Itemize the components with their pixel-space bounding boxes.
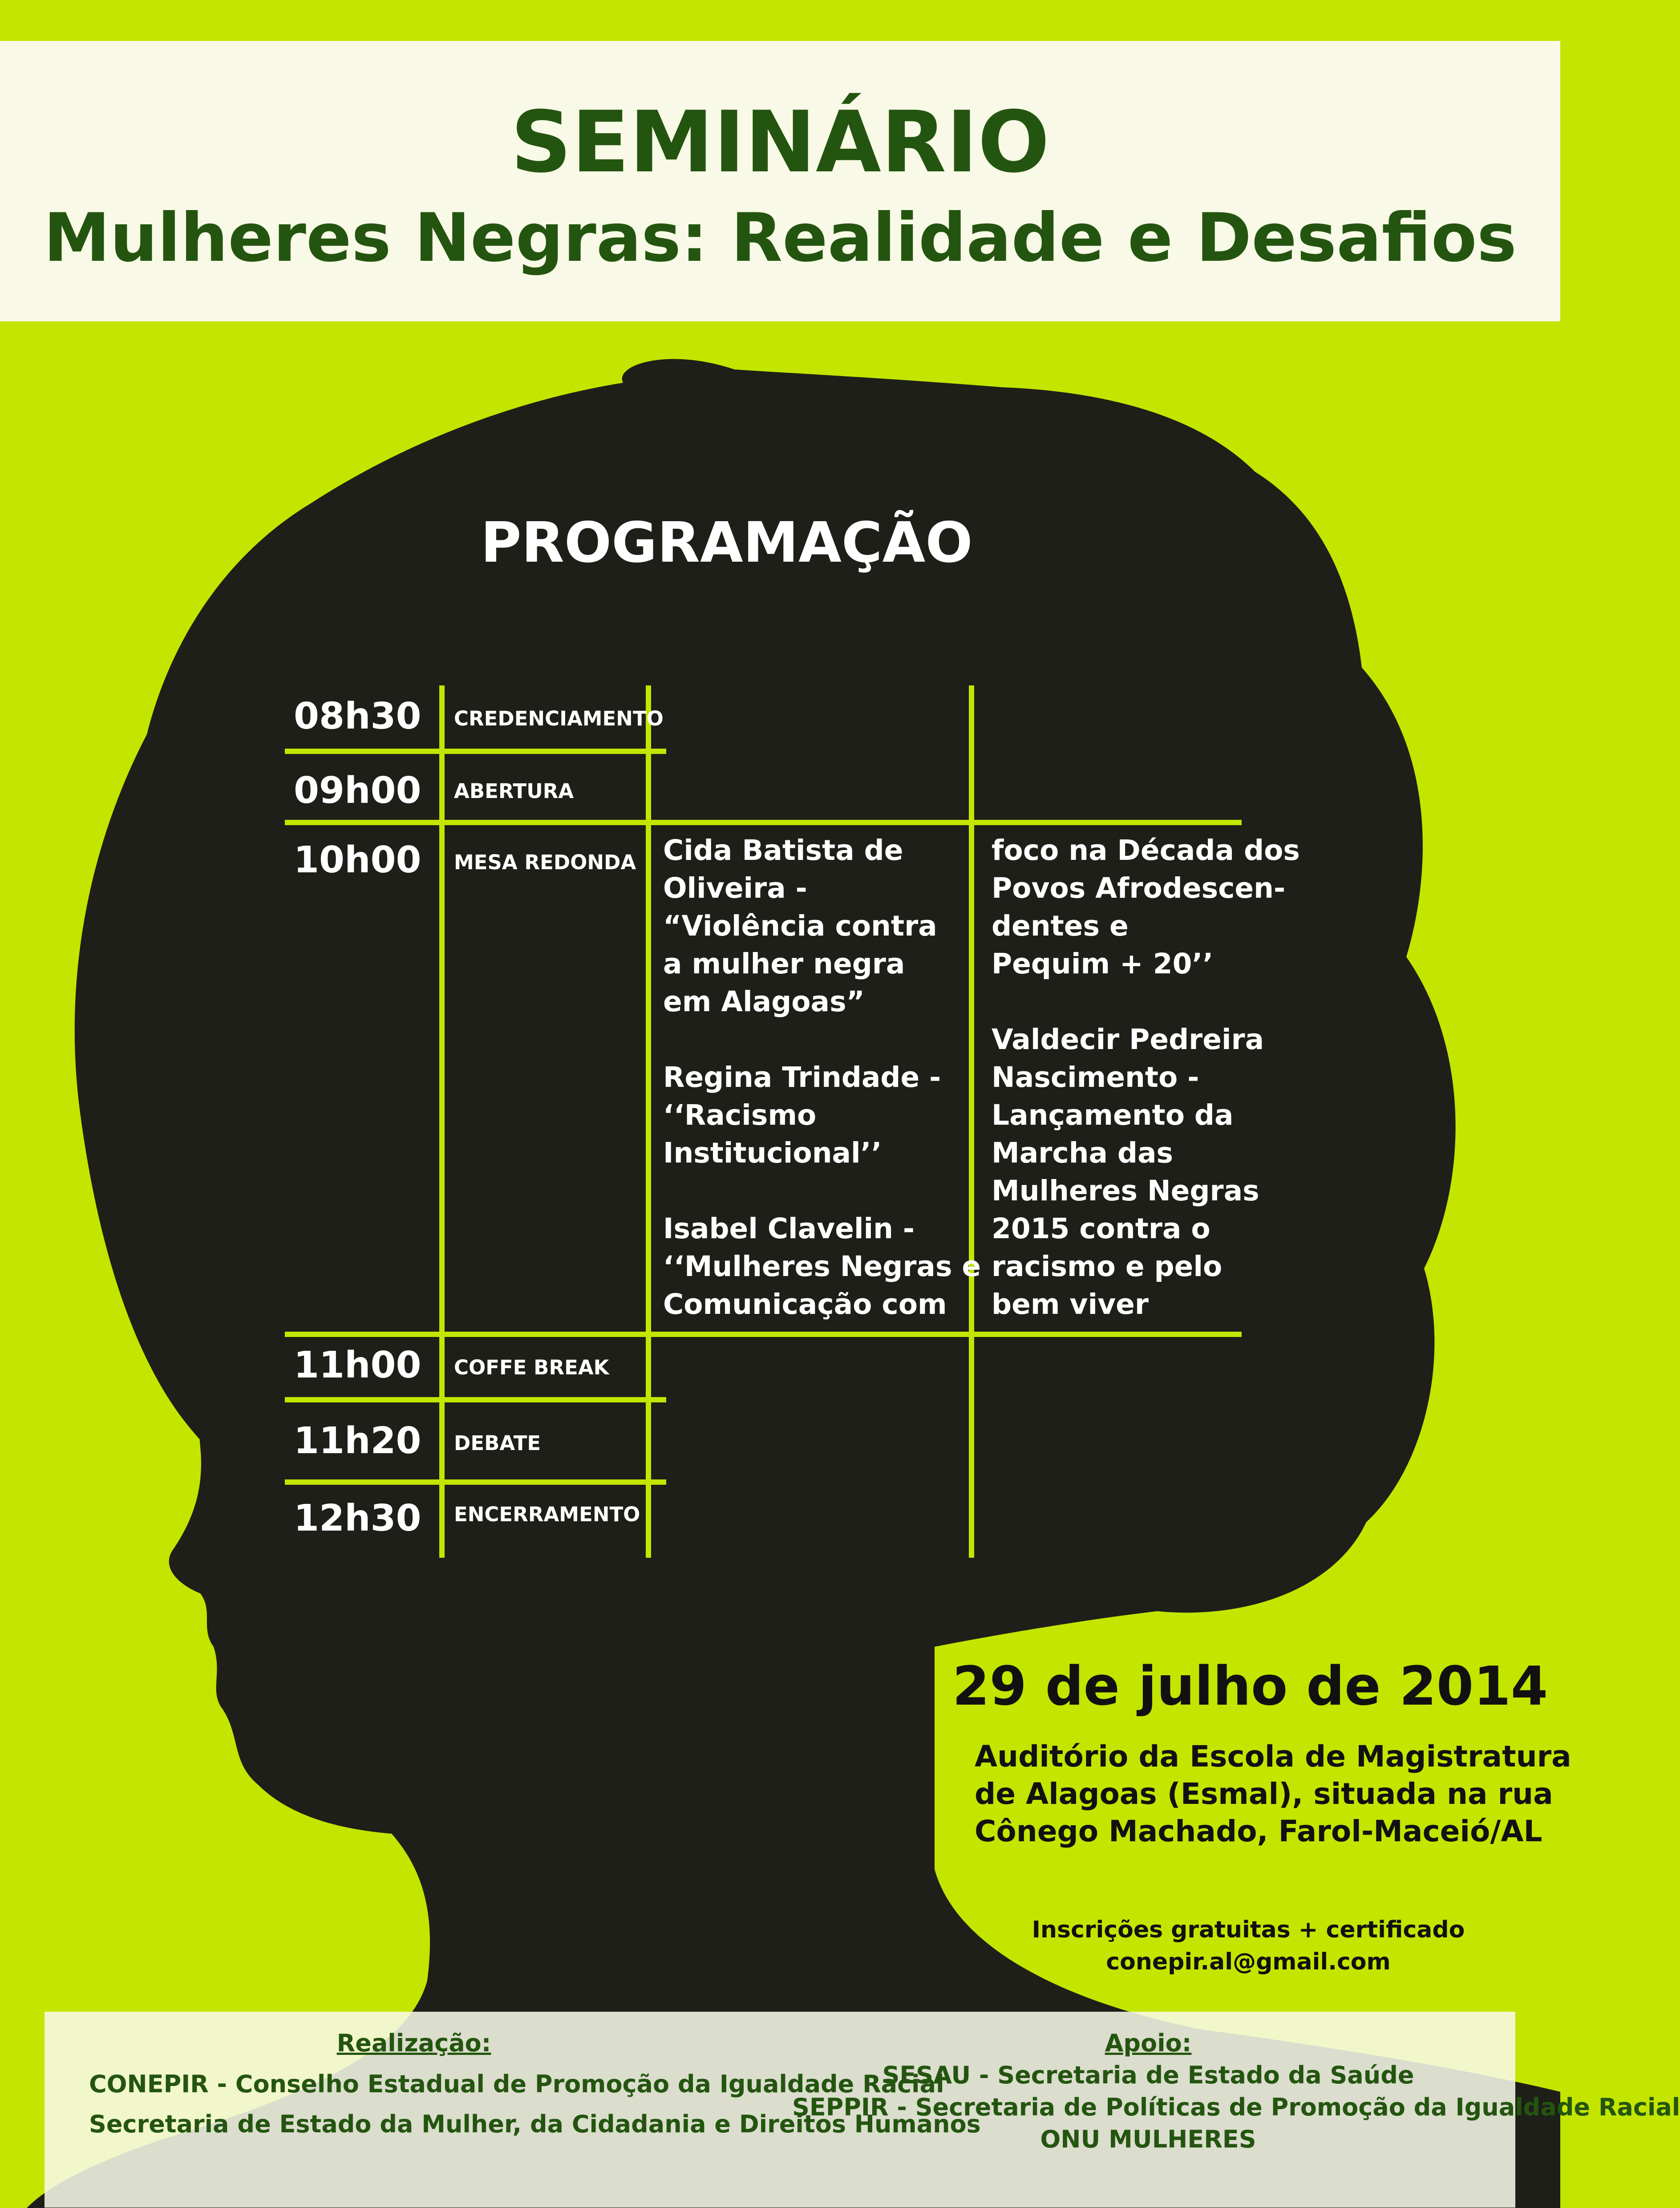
mesa-redonda-speakers-col1 <box>663 831 981 1323</box>
schedule-time: 09h00 <box>294 770 421 812</box>
speaker-line: dentes e <box>992 910 1129 942</box>
schedule-activity: CREDENCIAMENTO <box>454 707 664 730</box>
schedule-activity: ENCERRAMENTO <box>454 1503 640 1526</box>
schedule-time: 10h00 <box>294 839 421 881</box>
supporter-line: SEPPIR - Secretaria de Políticas de Promoção da Igualdade Racial <box>792 2093 1680 2121</box>
venue-line: Auditório da Escola de Magistratura <box>975 1739 1571 1774</box>
schedule-time: 11h00 <box>294 1344 421 1386</box>
speaker-line: Oliveira - <box>663 872 807 904</box>
speaker-line: foco na Década dos <box>992 834 1300 867</box>
speaker-line: Povos Afrodescen- <box>992 872 1286 904</box>
speaker-line: bem viver <box>992 1288 1149 1321</box>
speaker-line: Valdecir Pedreira <box>992 1023 1264 1056</box>
schedule-activity: COFFE BREAK <box>454 1356 609 1379</box>
schedule-activity: ABERTURA <box>454 779 574 803</box>
seminar-title: SEMINÁRIO <box>510 93 1050 191</box>
registration-text: Inscrições gratuitas + certificado <box>1032 1916 1465 1943</box>
speaker-line: “Violência contra <box>663 910 937 942</box>
schedule-time: 12h30 <box>294 1497 421 1540</box>
schedule-time: 08h30 <box>294 695 421 737</box>
speaker-line: Pequim + 20’’ <box>992 948 1214 980</box>
venue-line: Cônego Machado, Farol-Maceió/AL <box>975 1814 1542 1848</box>
speaker-line: ‘‘Mulheres Negras e <box>663 1250 981 1283</box>
programacao-heading: PROGRAMAÇÃO <box>481 510 973 575</box>
speaker-line: 2015 contra o <box>992 1212 1210 1245</box>
speaker-line: Nascimento - <box>992 1061 1199 1094</box>
speaker-line: Regina Trindade - <box>663 1061 941 1094</box>
schedule-activity: DEBATE <box>454 1431 541 1455</box>
schedule-activity: MESA REDONDA <box>454 851 636 874</box>
speaker-line: Marcha das <box>992 1137 1174 1169</box>
registration-info <box>1006 1914 1491 1978</box>
apoio-section <box>792 2027 1680 2155</box>
apoio-heading: Apoio: <box>1105 2029 1192 2057</box>
supporter-line: SESAU - Secretaria de Estado da Saúde <box>882 2061 1414 2089</box>
contact-email[interactable]: conepir.al@gmail.com <box>1106 1949 1391 1975</box>
mesa-redonda-speakers-col2 <box>992 831 1300 1323</box>
speaker-line: Lançamento da <box>992 1099 1234 1131</box>
speaker-line: Mulheres Negras <box>992 1175 1259 1207</box>
organizer-line: CONEPIR - Conselho Estadual de Promoção da Igualdade Racial <box>89 2070 944 2098</box>
speaker-line: ‘‘Racismo <box>663 1099 817 1131</box>
speaker-line: racismo e pelo <box>992 1250 1223 1283</box>
speaker-line: Cida Batista de <box>663 834 903 867</box>
speaker-line: a mulher negra <box>663 948 905 980</box>
schedule-time: 11h20 <box>294 1420 421 1462</box>
realizacao-heading: Realização: <box>336 2029 491 2057</box>
event-date: 29 de julho de 2014 <box>952 1656 1548 1718</box>
realizacao-section <box>89 2027 981 2140</box>
organizer-line: Secretaria de Estado da Mulher, da Cidadania e Direitos Humanos <box>89 2110 981 2138</box>
speaker-line: Institucional’’ <box>663 1137 882 1169</box>
speaker-line: Comunicação com <box>663 1288 947 1321</box>
venue-line: de Alagoas (Esmal), situada na rua <box>975 1777 1553 1811</box>
event-venue <box>975 1738 1571 1850</box>
speaker-line: Isabel Clavelin - <box>663 1212 915 1245</box>
speaker-line: em Alagoas” <box>663 985 865 1018</box>
seminar-subtitle: Mulheres Negras: Realidade e Desafios <box>44 199 1517 277</box>
supporter-line: ONU MULHERES <box>1040 2125 1256 2153</box>
